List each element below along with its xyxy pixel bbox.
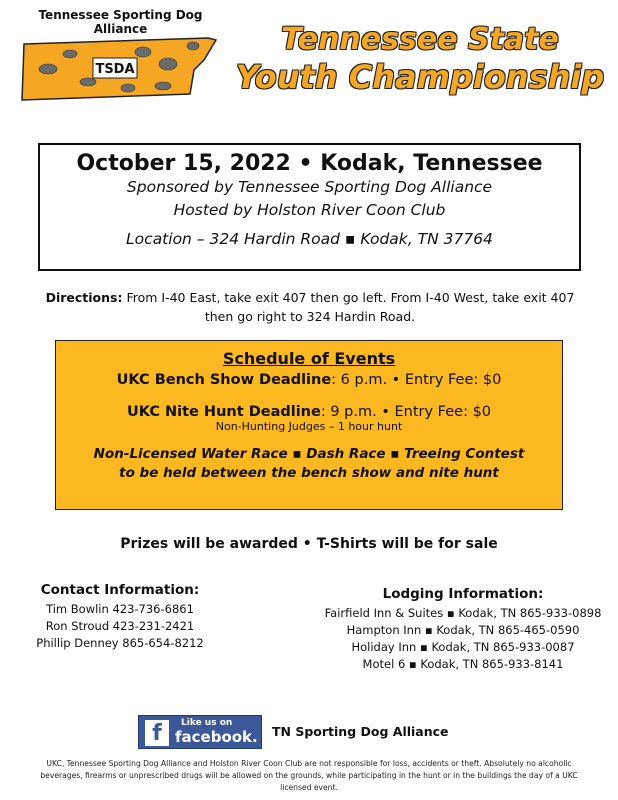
races-info: [56, 445, 562, 483]
title-line-2: Youth Championship: [235, 58, 605, 96]
logo-title: Tennessee Sporting Dog Alliance: [38, 8, 203, 36]
facebook-org-name: TN Sporting Dog Alliance: [272, 724, 449, 739]
schedule-title: Schedule of Events: [222, 349, 396, 368]
event-location: Location – 324 Hardin Road ▪ Kodak, TN 37764: [126, 230, 493, 248]
nite-hunt-detail: : 9 p.m. • Entry Fee: $0: [320, 404, 492, 420]
contact-header: Contact Information:: [40, 582, 200, 598]
nite-hunt-row: [56, 404, 562, 420]
races-line-1: Non-Licensed Water Race ▪ Dash Race ▪ Treeing Contest: [93, 446, 525, 462]
disclaimer: UKC, Tennessee Sporting Dog Alliance and Holston River Coon Club are not responsible for loss, accidents or theft. Absolutely no alcoholic beverages, firearms or unprescribed drugs will be allowed on the grounds, while participating in the hunt or in the buildings the day of a UKC licensed event.: [40, 759, 578, 792]
nite-hunt-note: Non-Hunting Judges – 1 hour hunt: [215, 420, 403, 433]
prizes-notice: Prizes will be awarded • T-Shirts will be for sale: [120, 536, 498, 552]
directions-text: From I-40 East, take exit 407 then go left. From I-40 West, take exit 407 then go right to 324 Hardin Road.: [122, 290, 575, 324]
nite-hunt-label: UKC Nite Hunt Deadline: [126, 404, 321, 420]
contact-line: Phillip Denney 865-654-8212: [36, 636, 204, 650]
event-date-place: October 15, 2022 • Kodak, Tennessee: [76, 151, 543, 176]
facebook-like-text: Like us on: [181, 718, 233, 728]
contact-line: Tim Bowlin 423-736-6861: [46, 602, 194, 616]
lodging-line: Fairfield Inn & Suites ▪ Kodak, TN 865-933-0898: [324, 606, 602, 620]
contact-line: Ron Stroud 423-231-2421: [45, 619, 195, 633]
lodging-line: Holiday Inn ▪ Kodak, TN 865-933-0087: [351, 640, 575, 654]
title-line-1: Tennessee State: [281, 22, 559, 57]
directions: [40, 288, 580, 326]
tsda-logo: [18, 8, 223, 108]
facebook-like-button[interactable]: [138, 715, 262, 749]
schedule-of-events: [55, 340, 563, 510]
page-title: [230, 22, 610, 96]
contact-information: [25, 582, 215, 652]
races-line-2: to be held between the bench show and nite hunt: [119, 465, 499, 481]
lodging-line: Motel 6 ▪ Kodak, TN 865-933-8141: [362, 657, 564, 671]
bench-show-detail: : 6 p.m. • Entry Fee: $0: [331, 372, 502, 388]
lodging-information: [318, 586, 608, 673]
bench-show-row: [56, 372, 562, 388]
facebook-f-icon: f: [145, 720, 169, 746]
tennessee-state-map-icon: [18, 24, 223, 108]
lodging-header: Lodging Information:: [382, 586, 544, 602]
facebook-wordmark: facebook.: [175, 728, 258, 746]
event-sponsor: Sponsored by Tennessee Sporting Dog Alliance: [126, 178, 493, 196]
event-host: Hosted by Holston River Coon Club: [173, 201, 446, 219]
tsda-badge-text: TSDA: [95, 62, 135, 77]
event-details-box: [38, 143, 581, 271]
lodging-line: Hampton Inn ▪ Kodak, TN 865-465-0590: [346, 623, 580, 637]
bench-show-label: UKC Bench Show Deadline: [116, 372, 332, 388]
directions-label: Directions:: [45, 290, 123, 305]
